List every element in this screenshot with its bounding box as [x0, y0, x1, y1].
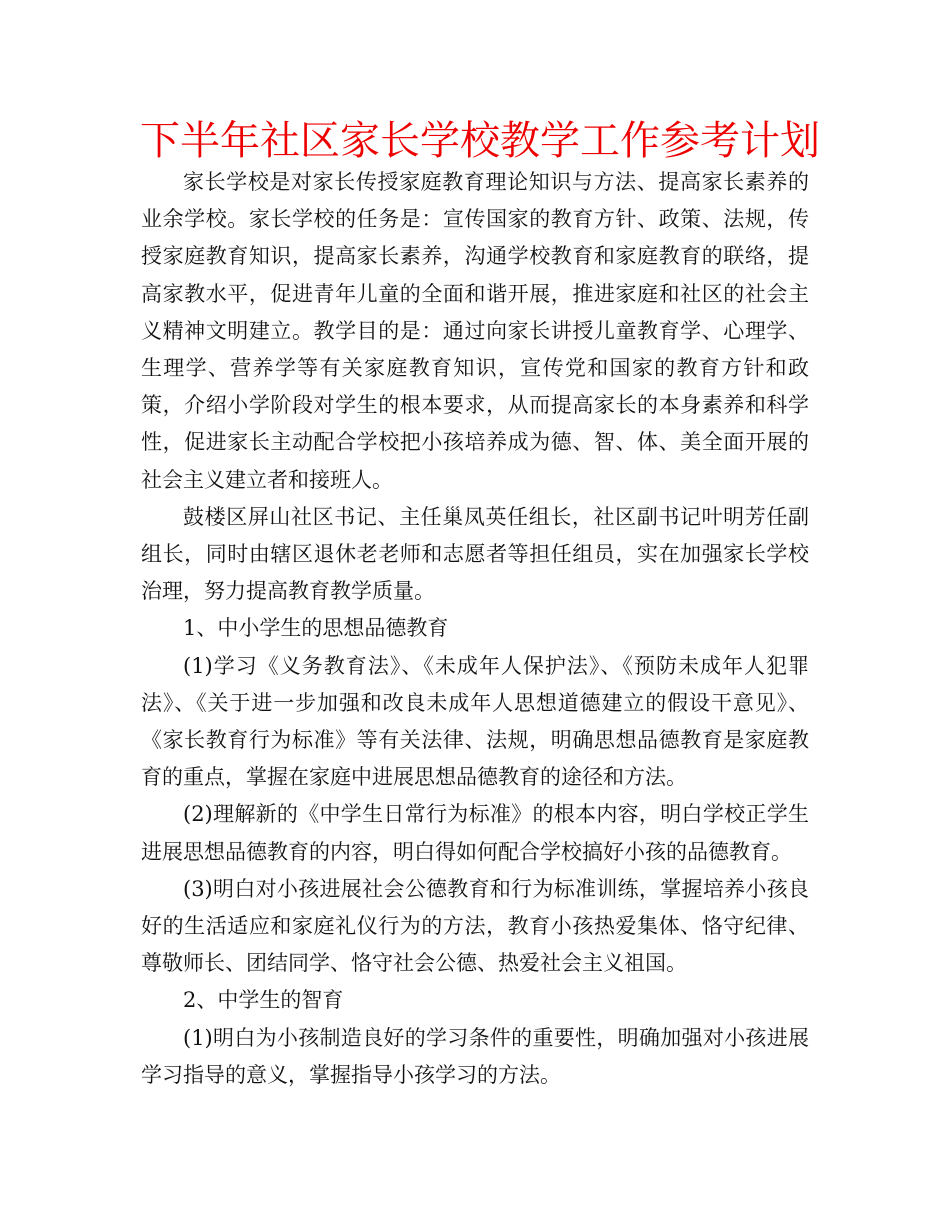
paragraph-organization: 鼓楼区屏山社区书记、主任巢凤英任组长，社区副书记叶明芳任副组长，同时由辖区退休老老师和志愿者等担任组员，实在加强家长学校治理，努力提高教育教学质量。 — [141, 504, 809, 604]
paragraph-intellectual-1: (1)明白为小孩制造良好的学习条件的重要性，明确加强对小孩进展学习指导的意义，掌握指导小孩学习的方法。 — [141, 1025, 809, 1087]
document-body — [141, 164, 809, 1094]
paragraph-moral-2: (2)理解新的《中学生日常行为标准》的根本内容，明白学校正学生进展思想品德教育的内容，明白得如何配合学校搞好小孩的品德教育。 — [141, 802, 809, 864]
paragraph-moral-3: (3)明白对小孩进展社会公德教育和行为标准训练，掌握培养小孩良好的生活适应和家庭礼仪行为的方法，教育小孩热爱集体、恪守纪律、尊敬师长、团结同学、恪守社会公德、热爱社会主义祖国。 — [141, 876, 809, 976]
paragraph-moral-1: (1)学习《义务教育法》、《未成年人保护法》、《预防未成年人犯罪法》、《关于进一步加强和改良未成年人思想道德建立的假设干意见》、《家长教育行为标准》等有关法律、法规，明确思想品德教育是家庭教育的重点，掌握在家庭中进展思想品德教育的途径和方法。 — [141, 653, 809, 790]
document-title: 下半年社区家长学校教学工作参考计划 — [140, 118, 820, 164]
paragraph-intro: 家长学校是对家长传授家庭教育理论知识与方法、提高家长素养的业余学校。家长学校的任务是：宣传国家的教育方针、政策、法规，传授家庭教育知识，提高家长素养，沟通学校教育和家庭教育的联络，提高家教水平，促进青年儿童的全面和谐开展，推进家庭和社区的社会主义精神文明建立。教学目的是：通过向家长讲授儿童教育学、心理学、生理学、营养学等有关家庭教育知识，宣传党和国家的教育方针和政策，介绍小学阶段对学生的根本要求，从而提高家长的本身素养和科学性，促进家长主动配合学校把小孩培养成为德、智、体、美全面开展的社会主义建立者和接班人。 — [141, 170, 809, 492]
section-heading-intellectual-education: 2、中学生的智育 — [183, 988, 344, 1013]
section-heading-moral-education: 1、中小学生的思想品德教育 — [183, 616, 449, 641]
